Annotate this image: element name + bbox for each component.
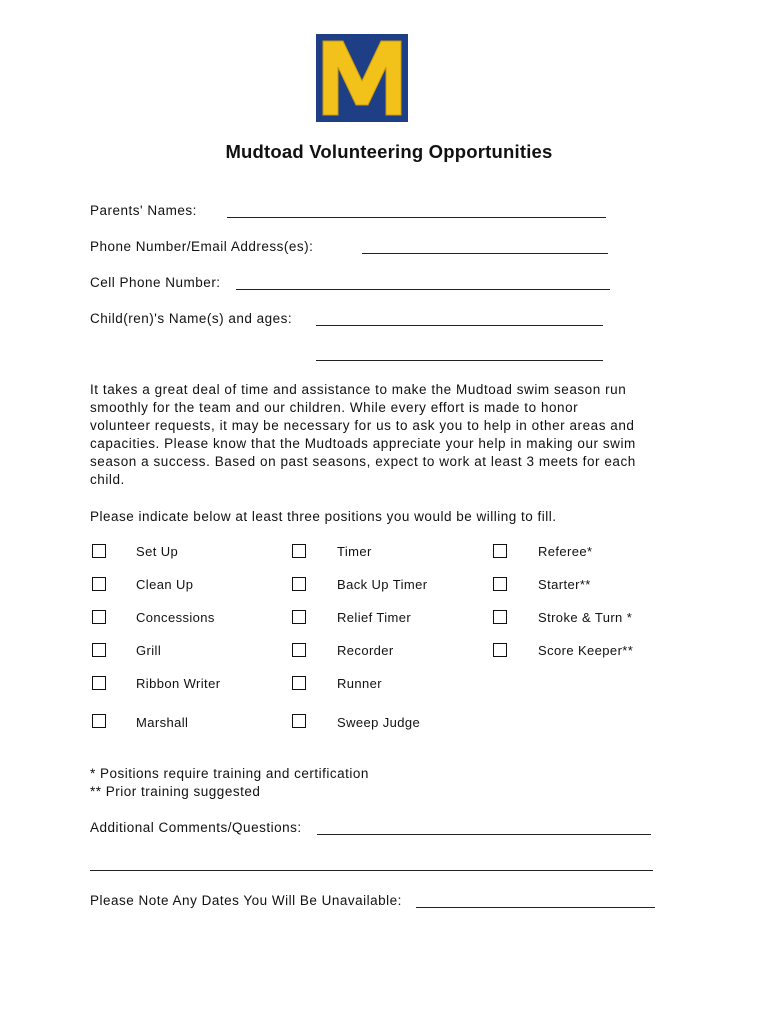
checkbox-score-keeper[interactable] (493, 643, 507, 657)
mudtoad-logo (316, 34, 408, 122)
checkbox-timer[interactable] (292, 544, 306, 558)
unavailable-dates-label: Please Note Any Dates You Will Be Unavailable: (90, 893, 402, 908)
additional-comments-line-1[interactable] (317, 834, 651, 835)
checkbox-relief-timer[interactable] (292, 610, 306, 624)
option-label: Concessions (136, 610, 215, 625)
instruction-text: Please indicate below at least three positions you would be willing to fill. (90, 509, 557, 524)
intro-line: capacities. Please know that the Mudtoads appreciate your help in making our swim (90, 435, 636, 451)
intro-line: child. (90, 471, 125, 487)
checkbox-ribbon-writer[interactable] (92, 676, 106, 690)
checkbox-back-up-timer[interactable] (292, 577, 306, 591)
intro-line: volunteer requests, it may be necessary for us to ask you to help in other areas and (90, 417, 635, 433)
page-title: Mudtoad Volunteering Opportunities (225, 141, 553, 162)
option-label: Set Up (136, 544, 179, 559)
children-names-label: Child(ren)'s Name(s) and ages: (90, 311, 293, 326)
parents-names-label: Parents' Names: (90, 203, 197, 218)
option-label: Grill (136, 643, 162, 658)
intro-paragraph (90, 381, 680, 488)
checkbox-marshall[interactable] (92, 714, 106, 728)
intro-line: smoothly for the team and our children. While every effort is made to honor (90, 399, 579, 415)
intro-line: It takes a great deal of time and assistance to make the Mudtoad swim season run (90, 382, 627, 397)
phone-email-line[interactable] (362, 253, 608, 254)
checkbox-grill[interactable] (92, 643, 106, 657)
children-names-line-2[interactable] (316, 360, 603, 361)
option-label: Sweep Judge (337, 715, 421, 730)
checkbox-referee[interactable] (493, 544, 507, 558)
option-label: Marshall (136, 715, 189, 730)
option-label: Stroke & Turn * (538, 610, 633, 625)
option-label: Starter** (538, 577, 591, 592)
checkbox-set-up[interactable] (92, 544, 106, 558)
phone-email-label: Phone Number/Email Address(es): (90, 239, 314, 254)
parents-names-line[interactable] (227, 217, 606, 218)
option-label: Back Up Timer (337, 577, 428, 592)
option-label: Recorder (337, 643, 394, 658)
option-label: Timer (337, 544, 372, 559)
checkbox-recorder[interactable] (292, 643, 306, 657)
checkbox-runner[interactable] (292, 676, 306, 690)
checkbox-concessions[interactable] (92, 610, 106, 624)
note-certification: * Positions require training and certification (90, 766, 369, 781)
cell-phone-label: Cell Phone Number: (90, 275, 221, 290)
checkbox-starter[interactable] (493, 577, 507, 591)
option-label: Referee* (538, 544, 593, 559)
checkbox-clean-up[interactable] (92, 577, 106, 591)
option-label: Ribbon Writer (136, 676, 221, 691)
option-label: Relief Timer (337, 610, 412, 625)
note-prior-training: ** Prior training suggested (90, 784, 261, 799)
option-label: Score Keeper** (538, 643, 634, 658)
checkbox-stroke-and-turn[interactable] (493, 610, 507, 624)
intro-line: season a success. Based on past seasons, expect to work at least 3 meets for each (90, 453, 636, 469)
option-label: Clean Up (136, 577, 194, 592)
additional-comments-label: Additional Comments/Questions: (90, 820, 302, 835)
checkbox-sweep-judge[interactable] (292, 714, 306, 728)
option-label: Runner (337, 676, 383, 691)
children-names-line-1[interactable] (316, 325, 603, 326)
unavailable-dates-line[interactable] (416, 907, 655, 908)
additional-comments-line-2[interactable] (90, 870, 653, 871)
cell-phone-line[interactable] (236, 289, 610, 290)
